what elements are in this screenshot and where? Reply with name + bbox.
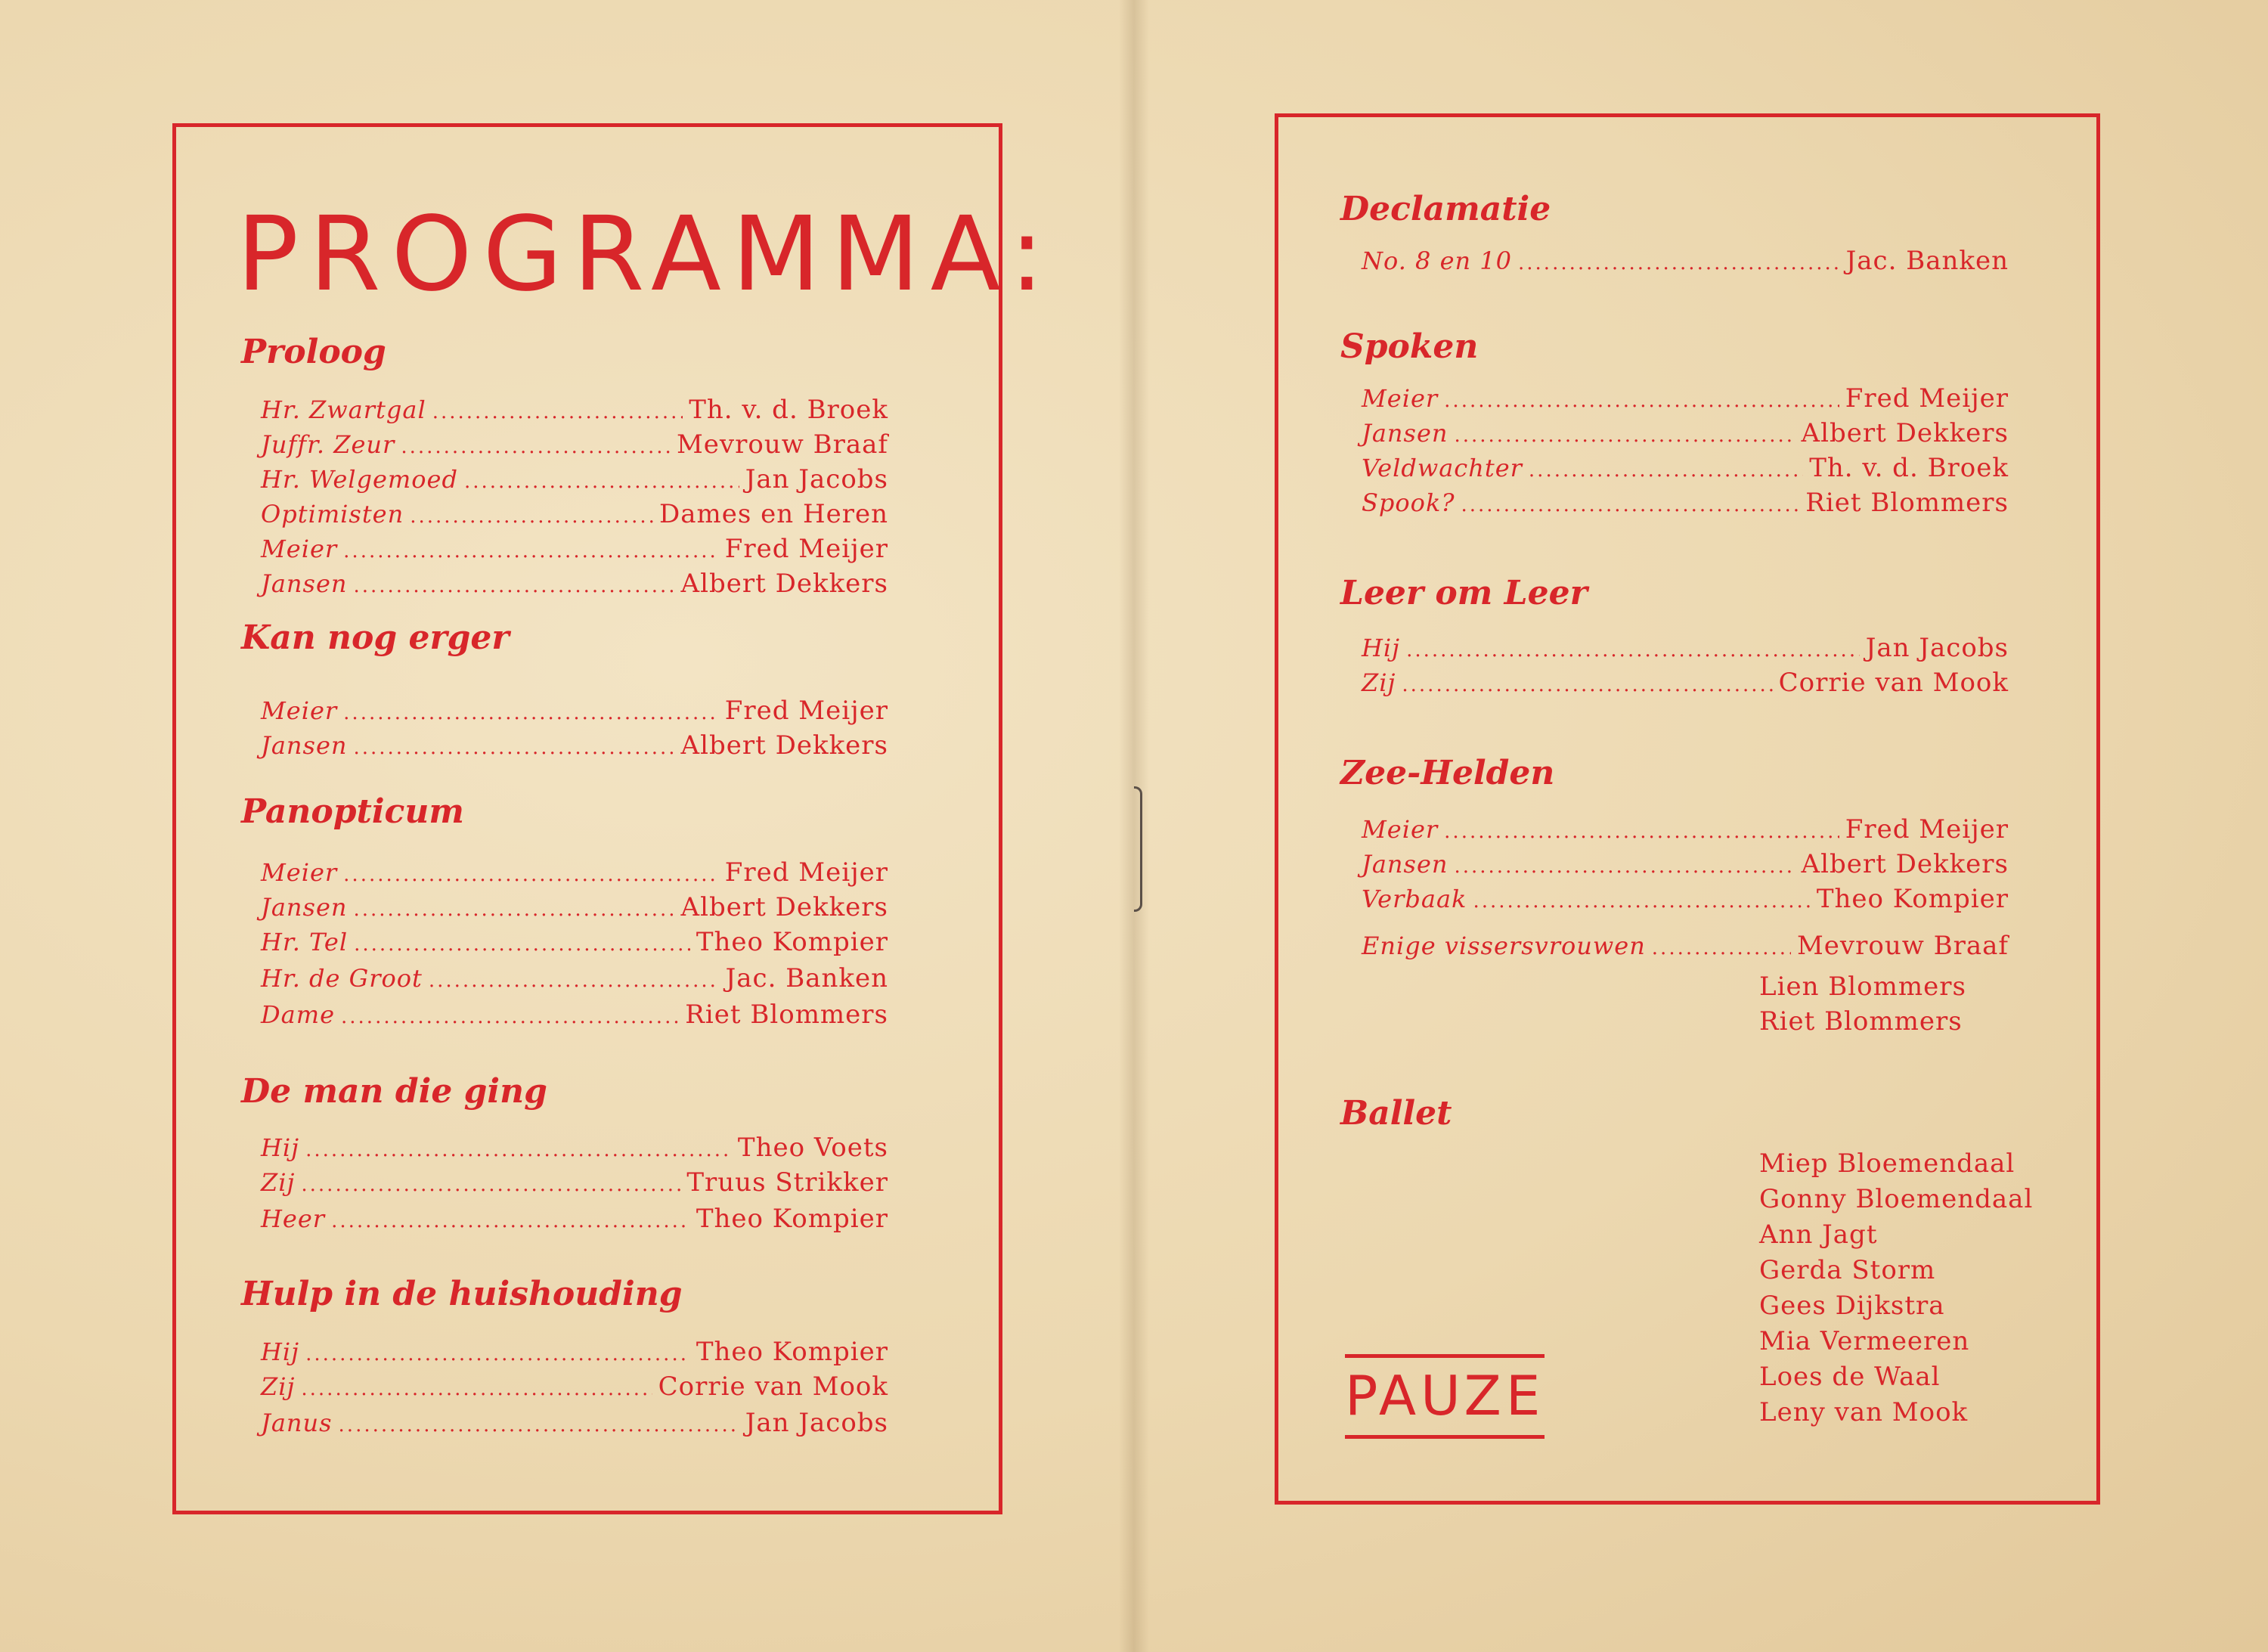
cast-row: Heer ..... Theo Kompier: [261, 1204, 888, 1238]
section-title-declamatie: Declamatie: [1340, 190, 1551, 228]
section-title-panopticum: Panopticum: [241, 792, 464, 831]
left-page-frame: [172, 123, 1055, 1514]
cast-row: Zij ..... Corrie van Mook: [261, 1372, 888, 1406]
cast-row: Janus ..... Jan Jacobs: [261, 1408, 888, 1443]
cast-row: Hr. Welgemoed ..... Jan Jacobs: [261, 464, 888, 499]
cast-row: Meier ..... Fred Meijer: [1362, 383, 2009, 418]
cast-row: Meier ..... Fred Meijer: [261, 696, 888, 730]
cast-row: Meier ..... Fred Meijer: [1362, 814, 2009, 849]
section-title-ballet: Ballet: [1340, 1094, 1452, 1133]
actor-name: Lien Blommers: [1759, 972, 1966, 1002]
dancer-name: Ann Jagt: [1759, 1220, 1878, 1250]
cast-row: Meier ..... Fred Meijer: [261, 857, 888, 892]
cast-row: Jansen ..... Albert Dekkers: [261, 730, 888, 765]
dancer-name: Leny van Mook: [1759, 1397, 1969, 1427]
section-title-de-man-die-ging: De man die ging: [241, 1072, 547, 1111]
cast-row: Verbaak ..... Theo Kompier: [1362, 884, 2009, 919]
section-title-leer-om-leer: Leer om Leer: [1340, 574, 1588, 612]
cast-row: Enige vissersvrouwen ..... Mevrouw Braaf: [1362, 931, 2009, 965]
right-page-frame: [1275, 113, 2100, 1505]
cast-row: Juffr. Zeur ..... Mevrouw Braaf: [261, 429, 888, 464]
cast-row: Spook? ..... Riet Blommers: [1362, 488, 2009, 522]
cast-row: Jansen ..... Albert Dekkers: [261, 569, 888, 603]
cast-row: Jansen ..... Albert Dekkers: [1362, 418, 2009, 453]
cast-row: Dame ..... Riet Blommers: [261, 1000, 888, 1034]
dancer-name: Mia Vermeeren: [1759, 1326, 1970, 1356]
section-title-spoken: Spoken: [1340, 327, 1479, 366]
cast-row: Meier ..... Fred Meijer: [261, 534, 888, 569]
cast-row: Zij ..... Corrie van Mook: [1362, 668, 2009, 702]
cast-row: Hij ..... Jan Jacobs: [1362, 633, 2009, 668]
actor-name: Riet Blommers: [1759, 1006, 1963, 1037]
dancer-name: Gerda Storm: [1759, 1255, 1936, 1285]
cast-row: Hij ..... Theo Voets: [261, 1133, 888, 1167]
dancer-name: Gees Dijkstra: [1759, 1291, 1945, 1321]
cast-row: Hr. Zwartgal ..... Th. v. d. Broek: [261, 395, 888, 429]
dancer-name: Gonny Bloemendaal: [1759, 1184, 2034, 1214]
section-title-proloog: Proloog: [241, 333, 386, 371]
dancer-name: Miep Bloemendaal: [1759, 1148, 2015, 1179]
cast-row: Jansen ..... Albert Dekkers: [261, 892, 888, 927]
section-title-hulp-in-de-huishouding: Hulp in de huishouding: [241, 1275, 683, 1313]
cast-row: Jansen ..... Albert Dekkers: [1362, 849, 2009, 884]
page-title: PROGRAMMA:: [237, 195, 1055, 315]
dancer-name: Loes de Waal: [1759, 1362, 1941, 1392]
cast-row: No. 8 en 10 ..... Jac. Banken: [1362, 246, 2009, 280]
cast-row: Optimisten ..... Dames en Heren: [261, 499, 888, 534]
section-title-kan-nog-erger: Kan nog erger: [241, 618, 510, 657]
staple: [1134, 786, 1142, 912]
cast-row: Hr. Tel ..... Theo Kompier: [261, 927, 888, 962]
section-title-zee-helden: Zee-Helden: [1340, 754, 1555, 792]
cast-row: Veldwachter ..... Th. v. d. Broek: [1362, 453, 2009, 488]
cast-row: Hr. de Groot ..... Jac. Banken: [261, 963, 888, 998]
cast-row: Zij ..... Truus Strikker: [261, 1167, 888, 1202]
cast-row: Hij ..... Theo Kompier: [261, 1337, 888, 1372]
pauze-label: PAUZE: [1345, 1354, 1545, 1439]
